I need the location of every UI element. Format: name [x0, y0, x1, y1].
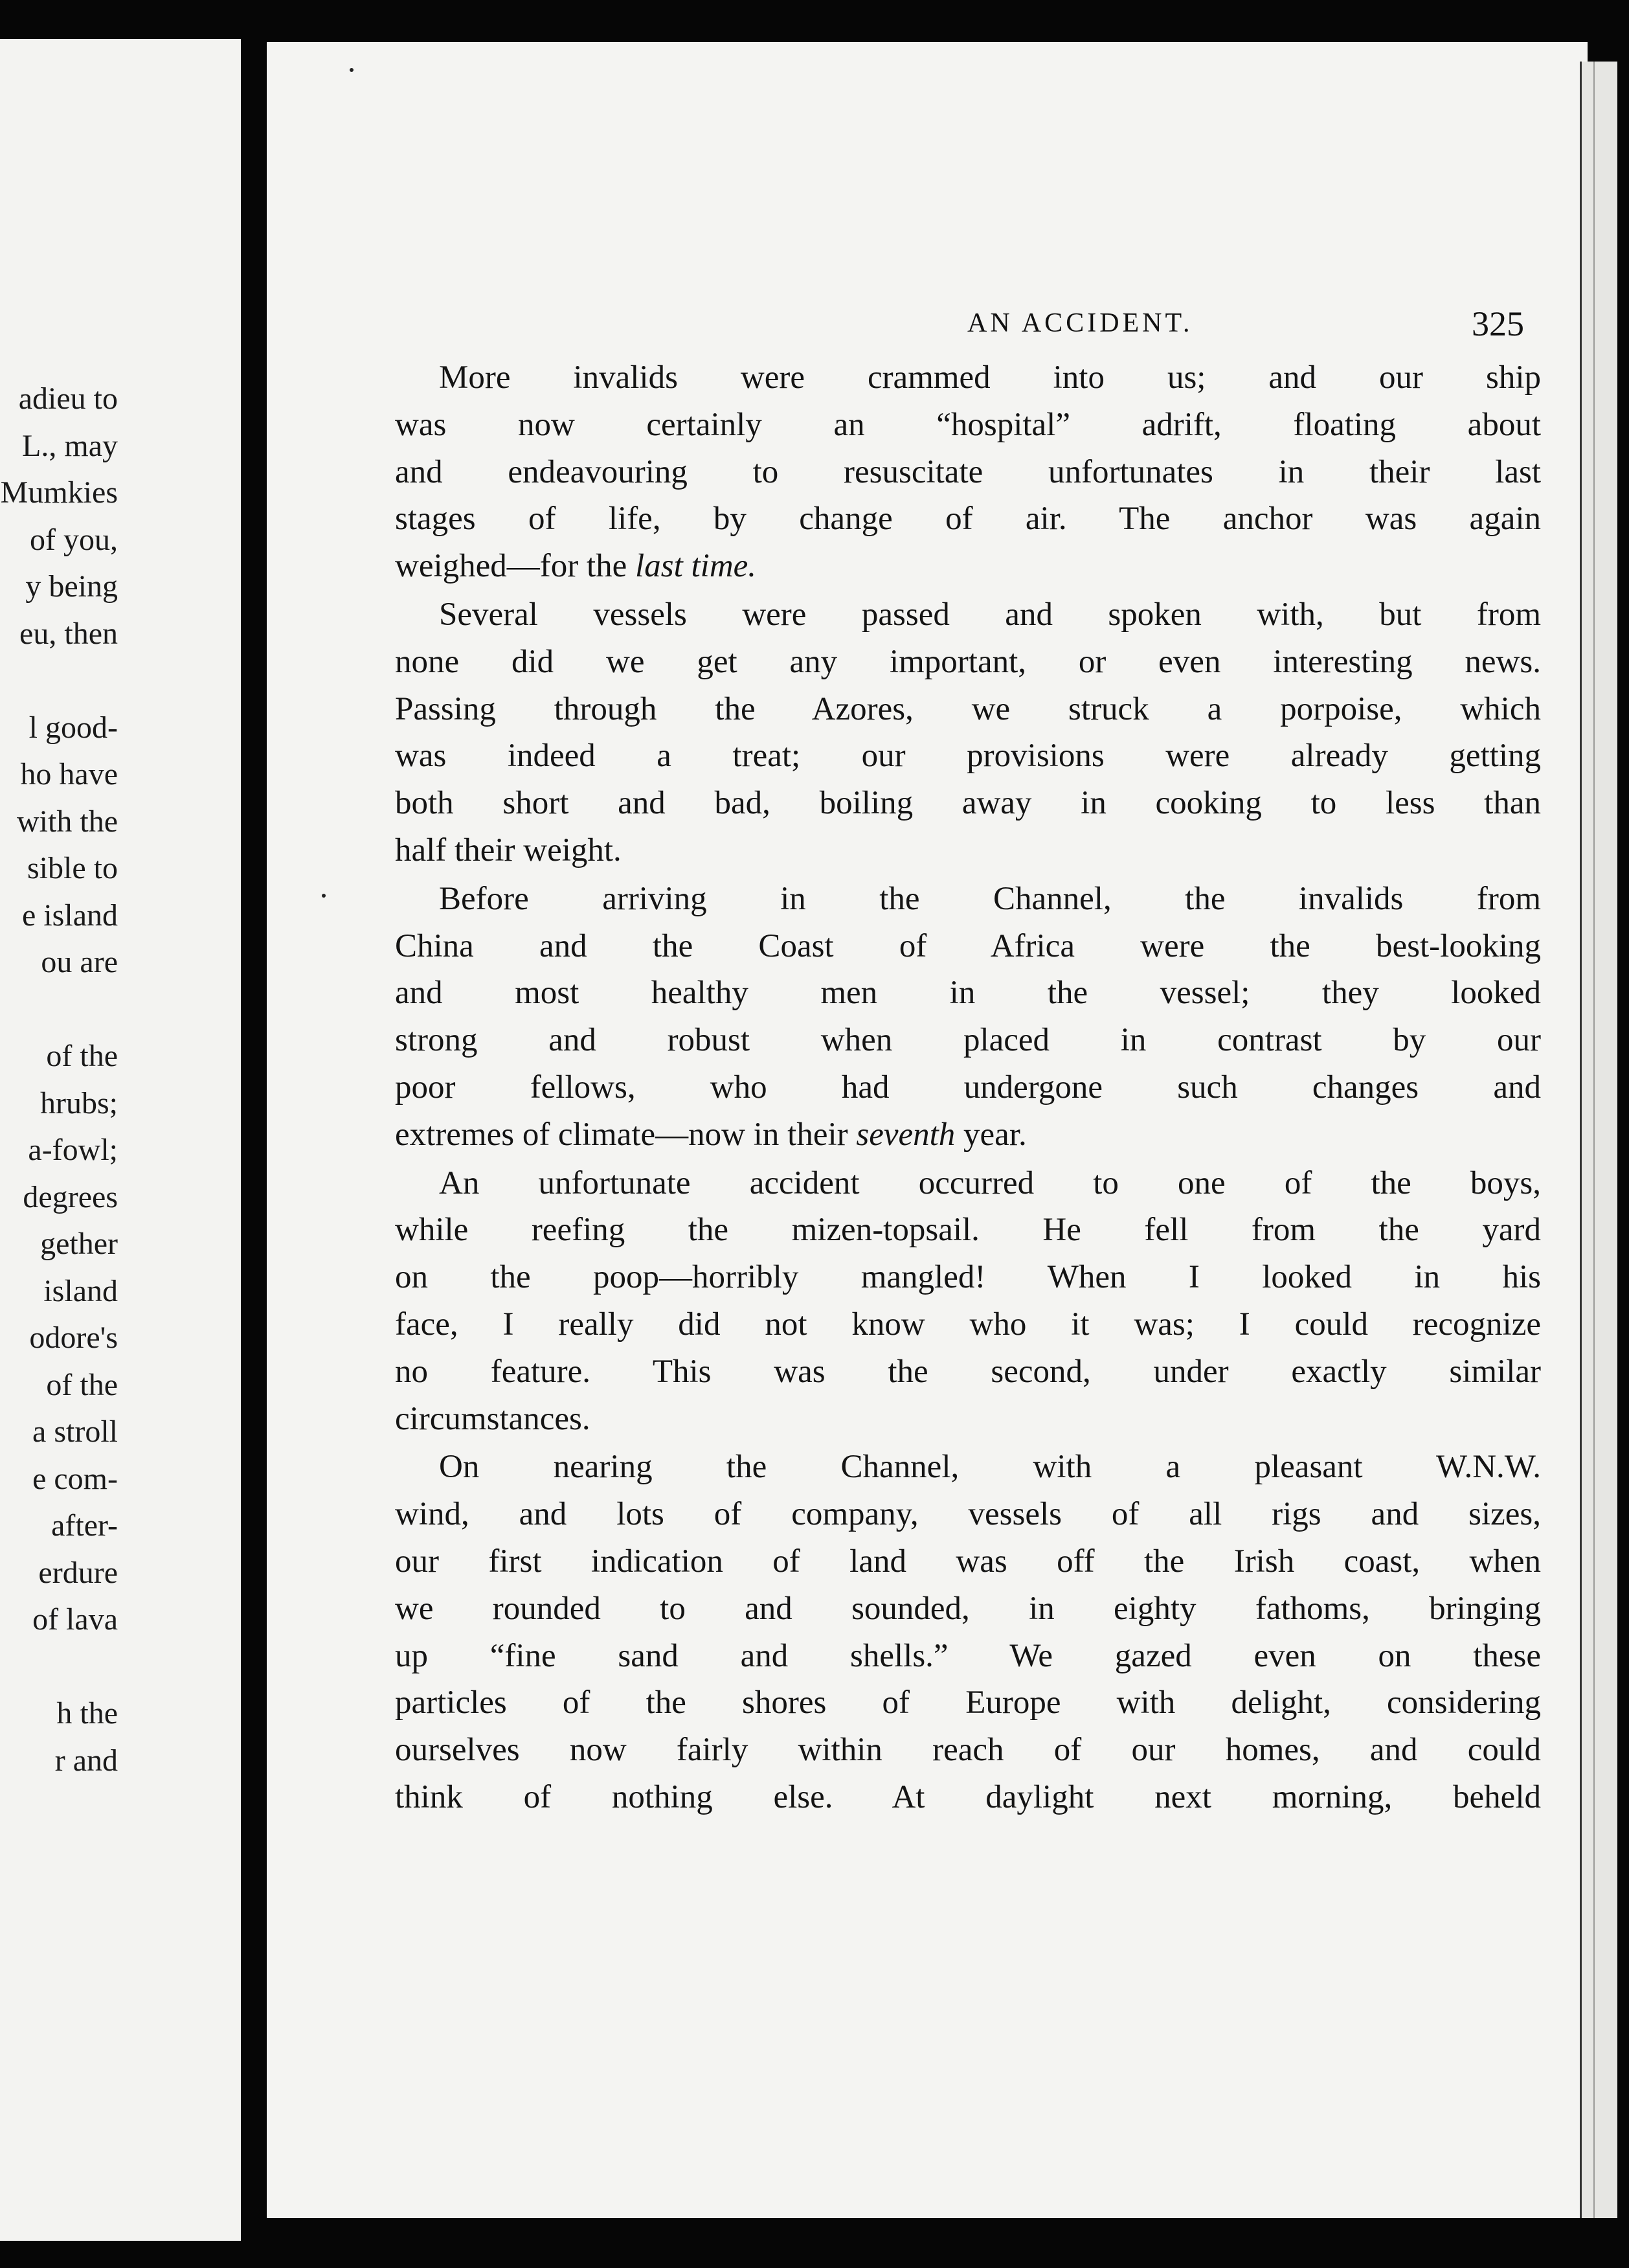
text-segment: year.: [955, 1116, 1027, 1153]
paragraph: [395, 591, 1541, 874]
text-line: poor fellows, who had undergone such changes and: [395, 1069, 1541, 1106]
left-line: eu, then: [19, 616, 118, 651]
left-line: [1, 1644, 118, 1691]
text-line: [395, 543, 1541, 590]
text-line: China and the Coast of Africa were the best-looking: [395, 927, 1541, 964]
text-line: was now certainly an “hospital” adrift, floating about: [395, 406, 1541, 443]
text-line: wind, and lots of company, vessels of all rigs and sizes,: [395, 1496, 1541, 1533]
left-line: gether: [40, 1227, 118, 1261]
scan-speck: [350, 68, 354, 72]
text-line: [395, 1111, 1541, 1159]
text-line: on the poop—horribly mangled! When I looked in his: [395, 1259, 1541, 1296]
text-line: An unfortunate accident occurred to one of the boys,: [439, 1164, 1541, 1201]
left-line: island: [43, 1273, 118, 1308]
text-line: none did we get any important, or even interesting news.: [395, 643, 1541, 680]
left-line: y being: [25, 569, 118, 604]
text-line: was indeed a treat; our provisions were already getting: [395, 738, 1541, 775]
left-line: h the: [56, 1696, 118, 1730]
running-head: [967, 304, 1524, 346]
text-line: Passing through the Azores, we struck a porpoise, which: [395, 690, 1541, 727]
text-line: Before arriving in the Channel, the invalids from: [439, 880, 1541, 917]
text-line: while reefing the mizen-topsail. He fell from the yard: [395, 1212, 1541, 1249]
left-line: hrubs;: [40, 1085, 118, 1120]
body-text: [395, 354, 1541, 1821]
left-line: a stroll: [32, 1414, 118, 1449]
italic-text: seventh: [856, 1116, 956, 1153]
left-line: e island: [22, 898, 118, 933]
text-line: On nearing the Channel, with a pleasant W.N.W.: [439, 1449, 1541, 1486]
text-line: both short and bad, boiling away in cooking to less than: [395, 785, 1541, 822]
paragraph: [395, 876, 1541, 1159]
left-line: L., may: [22, 428, 118, 463]
text-line: More invalids were crammed into us; and our ship: [439, 359, 1541, 396]
left-line: odore's: [29, 1321, 118, 1355]
text-line: think of nothing else. At daylight next morning, beheld: [395, 1778, 1541, 1815]
left-page-lines: [1, 376, 118, 1784]
left-line: l good-: [28, 710, 118, 745]
italic-text: last time.: [635, 548, 757, 585]
left-line: of the: [46, 1367, 118, 1402]
left-line: a-fowl;: [28, 1133, 118, 1167]
running-title: AN ACCIDENT.: [967, 308, 1193, 338]
paragraph: [395, 1444, 1541, 1820]
left-line: of lava: [32, 1602, 118, 1637]
left-page-fragment: [0, 39, 241, 2241]
text-segment: weighed—for the: [395, 548, 636, 585]
left-line: Mumkies: [0, 475, 118, 510]
left-line: [1, 986, 118, 1034]
text-line: we rounded to and sounded, in eighty fathoms, bringing: [395, 1590, 1541, 1627]
text-line: Several vessels were passed and spoken with, but from: [439, 596, 1541, 633]
left-line: ho have: [20, 757, 118, 791]
text-line: and most healthy men in the vessel; they looked: [395, 975, 1541, 1012]
text-line: up “fine sand and shells.” We gazed even on these: [395, 1637, 1541, 1674]
left-line: e com-: [32, 1461, 118, 1496]
left-line: of the: [46, 1039, 118, 1073]
book-page: [267, 42, 1588, 2218]
text-line: circumstances.: [395, 1400, 590, 1437]
left-line: ou are: [41, 945, 118, 979]
left-line: sible to: [27, 851, 118, 885]
text-line: our first indication of land was off the Irish coast, when: [395, 1543, 1541, 1580]
left-line: erdure: [38, 1555, 118, 1590]
text-segment: extremes of climate—now in their: [395, 1116, 857, 1153]
text-line: stages of life, by change of air. The anchor was again: [395, 501, 1541, 538]
text-line: half their weight.: [395, 832, 622, 868]
paragraph: [395, 1160, 1541, 1443]
text-line: and endeavouring to resuscitate unfortunates in their last: [395, 453, 1541, 490]
text-line: face, I really did not know who it was; I could recognize: [395, 1306, 1541, 1343]
paragraph: [395, 354, 1541, 590]
scan-speck: [322, 894, 326, 898]
text-line: ourselves now fairly within reach of our homes, and could: [395, 1732, 1541, 1769]
left-line: with the: [17, 804, 118, 839]
left-line: degrees: [23, 1179, 118, 1214]
page-number: 325: [1472, 304, 1524, 343]
left-line: r and: [54, 1743, 118, 1778]
left-line: adieu to: [18, 381, 118, 416]
left-line: [1, 657, 118, 705]
text-line: no feature. This was the second, under exactly similar: [395, 1353, 1541, 1390]
text-line: strong and robust when placed in contrast by our: [395, 1022, 1541, 1059]
page-edge: [1580, 62, 1617, 2218]
left-line: of you,: [30, 522, 118, 557]
left-line: after-: [51, 1508, 118, 1543]
text-line: particles of the shores of Europe with delight, considering: [395, 1684, 1541, 1721]
